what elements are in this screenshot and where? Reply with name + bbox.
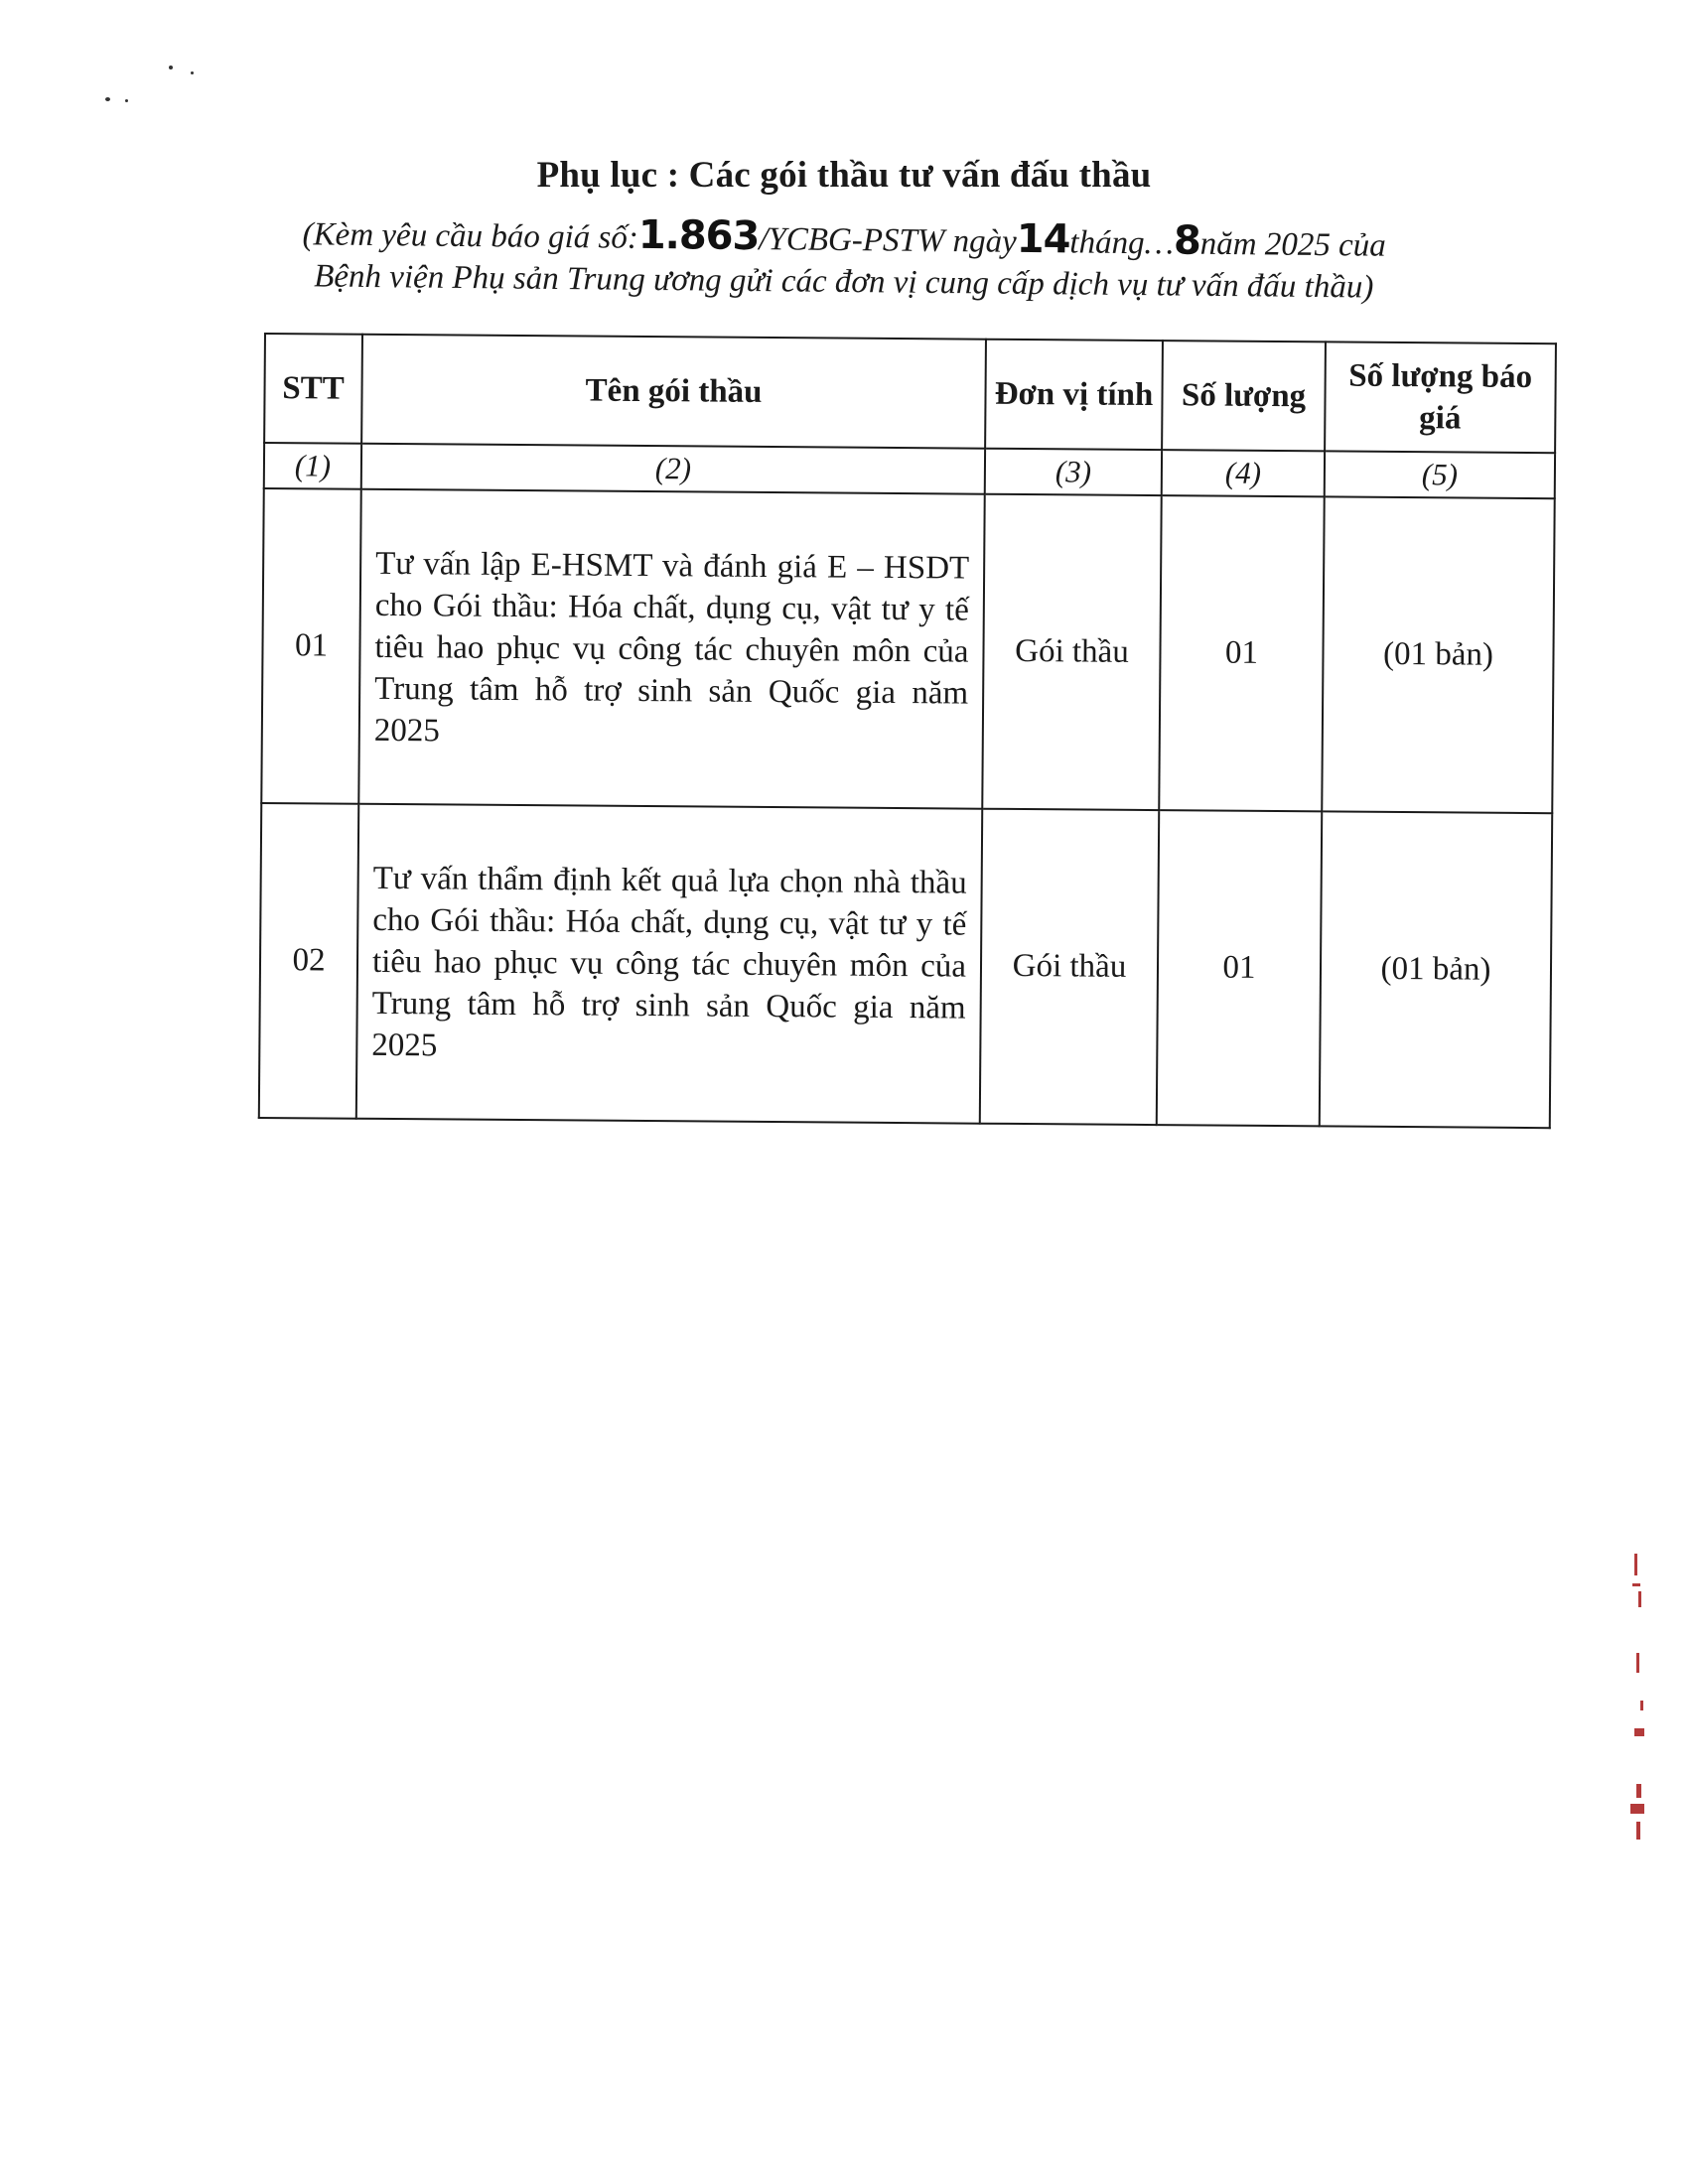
subtitle-mid-3: năm 2025 của — [1199, 225, 1386, 264]
column-number: (1) — [264, 443, 361, 489]
cell-stt: 02 — [259, 803, 358, 1119]
cell-quote-quantity: (01 bản) — [1322, 496, 1554, 813]
cell-quantity: 01 — [1157, 810, 1322, 1126]
column-number: (4) — [1162, 450, 1325, 496]
page-title: Phụ lục : Các gói thầu tư vấn đấu thầu — [536, 155, 1152, 196]
cell-quantity: 01 — [1159, 495, 1324, 811]
stamp-edge-marks — [1628, 1554, 1648, 1861]
subtitle-mid-1: /YCBG-PSTW ngày — [759, 221, 1017, 260]
column-header-quantity: Số lượng — [1162, 341, 1326, 451]
cell-unit: Gói thầu — [982, 494, 1161, 810]
table-row — [259, 803, 1552, 1128]
subtitle-line-2: Bệnh viện Phụ sản Trung ương gửi các đơn vị cung cấp dịch vụ tư vấn đấu thầu) — [314, 258, 1374, 306]
table-row — [261, 488, 1554, 813]
cell-stt: 01 — [261, 488, 360, 804]
column-header-unit: Đơn vị tính — [985, 340, 1163, 450]
subtitle-prefix: (Kèm yêu cầu báo giá số: — [302, 216, 638, 256]
handwritten-doc-number: 1.863 — [637, 211, 760, 260]
bid-package-table — [258, 333, 1557, 1129]
column-number: (2) — [361, 444, 985, 494]
table-header-row — [264, 334, 1556, 453]
cell-quote-quantity: (01 bản) — [1320, 811, 1552, 1128]
column-header-quote-quantity: Số lượng báo giá — [1325, 341, 1556, 453]
handwritten-day: 14 — [1016, 215, 1070, 263]
subtitle-dots: … — [1144, 225, 1175, 262]
handwritten-month: 8 — [1173, 217, 1201, 264]
cell-package-name: Tư vấn lập E-HSMT và đánh giá E – HSDT cho Gói thầu: Hóa chất, dụng cụ, vật tư y tế tiêu hao phục vụ công tác chuyên môn của Trung tâm hỗ trợ sinh sản Quốc gia năm 2025 — [358, 489, 984, 809]
page-subtitle — [199, 209, 1490, 310]
cell-unit: Gói thầu — [980, 809, 1159, 1125]
column-number: (3) — [985, 449, 1162, 495]
column-header-name: Tên gói thầu — [361, 335, 986, 449]
column-number: (5) — [1325, 451, 1555, 498]
cell-package-name: Tư vấn thẩm định kết quả lựa chọn nhà thầu cho Gói thầu: Hóa chất, dụng cụ, vật tư y tế tiêu hao phục vụ công tác chuyên môn của Trung tâm hỗ trợ sinh sản Quốc gia năm 2025 — [356, 804, 982, 1124]
subtitle-mid-2: tháng — [1069, 224, 1145, 262]
column-header-stt: STT — [264, 334, 362, 444]
bid-package-table-wrapper — [258, 333, 1557, 1129]
